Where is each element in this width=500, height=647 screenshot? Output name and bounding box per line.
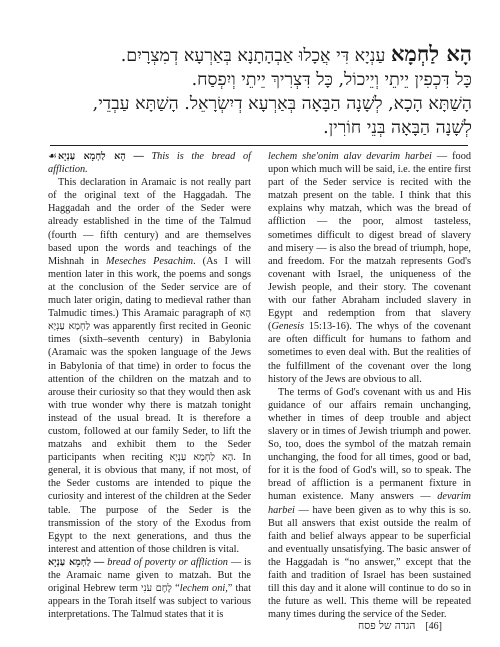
text-run: 15:13-16). The whys of the covenant are often difficult for humans to fathom and sometimes to even deal with. But the realities of the fulfillment of the covenant over the long history of the Jews are obvious to all. xyxy=(268,321,471,385)
commentary-right-column xyxy=(268,150,471,621)
page-footer xyxy=(358,620,442,632)
text-run: . (As I will mention later in this work, the poems and songs at the conclusion of the Seder service are of much later origin, dating to medieval rather than Talmudic times.) This Aramaic paragraph of xyxy=(48,255,251,320)
tractate-title: Meseches Pesachim xyxy=(106,255,194,267)
fleuron-icon: ☙ xyxy=(48,151,57,162)
transliteration: lechem oni, xyxy=(179,583,228,595)
transliteration: lechem she'onim alav devarim harbei xyxy=(268,151,432,162)
entry-hebrew-2: לַחְמָא עַנְיָא xyxy=(48,556,91,568)
transliteration: devarim harbei xyxy=(268,491,471,516)
text-run: This declaration in Aramaic is not really part of the original text of the Haggadah. The Haggadah and the order of the Seder were already established in the time of the Talmud (fourth — fifth century) and are themselves based upon the words and teachings of the Mishnah in xyxy=(48,177,251,267)
commentary-paragraph-3 xyxy=(268,386,471,622)
entry-translation-2: bread of poverty or affliction xyxy=(107,556,228,568)
entry-heading-1 xyxy=(48,150,251,176)
text-run: . In general, it is obvious that many, if not most, of the Seder customs are intended to pique the curiosity and interest of the children at the Seder table. The purpose of the Seder is the transmission of the story of the Exodus from Egypt to the next generations, and thus the interest and attention of those children is vital. xyxy=(48,452,251,555)
hebrew-passage xyxy=(52,42,472,140)
entry-translation-1: This is the bread of affliction. xyxy=(48,151,251,176)
entry-dash-2: — xyxy=(90,556,108,568)
hebrew-lead-phrase: הָא לַחְמָא xyxy=(390,42,472,66)
entry-heading-2 xyxy=(48,556,251,621)
entry-hebrew-1: הָא לַחְמָא עַנְיָא xyxy=(57,151,126,162)
text-run: — have been given as to why this is so. But all answers that exist outside the realm of faith and belief always appear to be superficial and eventually unsatisfying. The basic answer of the Haggadah is “no answer,” except that the faith and tradition of Israel has been sustained till this day and it alone will continue to do so in the future as well. This theme will be repeated many times during the service of the Seder. xyxy=(268,504,471,621)
running-title: הגדה של פסח xyxy=(358,620,416,632)
hebrew-line-2: כָּל דִּכְפִין יֵיתֵי וְיֵיכוֹל, כָּל דִּצְרִיךְ יֵיתֵי וְיִפְסַח. xyxy=(191,70,472,90)
hebrew-phrase: הָא לַחְמָא עַנְיָא xyxy=(48,308,251,333)
commentary-paragraph-2 xyxy=(268,150,471,386)
hebrew-phrase: הָא לַחְמָא עַנְיָא xyxy=(169,452,234,464)
commentary-left-column xyxy=(48,150,251,621)
hebrew-line-4: לְשָׁנָה הַבָּאָה בְּנֵי חוֹרִין. xyxy=(323,118,472,138)
text-run: was apparently first recited in Geonic times (sixth–seventh century) in Babylonia (Aramaic was the spoken language of the Jews in Babylonia of that time) in order to focus the attention of the children on the matzah and to arouse their curiosity so that they would then ask with true wonder why there is matzah tonight instead of the usual bread. It is therefore a custom, followed at our family Seder, to lift the matzahs and exhibit them to the Seder participants when reciting xyxy=(48,321,251,464)
hebrew-line-3: הָשַׁתָּא הָכָא, לְשָׁנָה הַבָּאָה בְּאַרְעָא דְיִשְׂרָאֵל. הָשַׁתָּא עַבְדֵי, xyxy=(92,94,472,114)
commentary-paragraph-1 xyxy=(48,176,251,556)
entry-dash-1: — xyxy=(125,151,152,162)
text-run: The terms of God's covenant with us and His guidance of our affairs remain unchanging, whether in times of deep trouble and abject slavery or in times of Jewish triumph and power. So, too, does the symbol of the matzah remain unchanging, the food for all times, good or bad, for it is the food of God's will, so to speak. The bread of affliction is a permanent fixture in human existence. Many answers — xyxy=(268,386,471,503)
hebrew-line-1 xyxy=(52,42,472,68)
text-run: — is the Aramaic name given to matzah. But the original Hebrew term xyxy=(48,556,251,595)
page-number: [46] xyxy=(425,620,442,632)
section-divider xyxy=(50,145,468,146)
hebrew-phrase: לֶחֶם עֹנִי xyxy=(141,583,172,595)
text-run: ” that appears in the Torah itself was subject to various interpretations. The Talmud states that it is xyxy=(48,583,251,621)
book-title: Genesis xyxy=(271,321,305,333)
text-run: — food upon which much will be said, i.e. the entire first part of the Seder service is recited with the matzah present on the table. I think that this explains why matzah, which was the bread of affliction — the poor, almost tasteless, sometimes difficult to digest bread of slavery and misery — is also the bread of triumph, hope, and freedom. For the matzah represents God's covenant with Israel, the uniqueness of the Jewish people, and their story. The covenant with our father Abraham included slavery in Egypt and redemption from that slavery ( xyxy=(268,151,471,333)
text-run: “ xyxy=(171,583,180,595)
hebrew-line-1-rest: עַנְיָא דִּי אֲכָלוּ אַבְהָתָנָא בְּאַרְעָא דְמִצְרָיִם. xyxy=(120,46,391,66)
